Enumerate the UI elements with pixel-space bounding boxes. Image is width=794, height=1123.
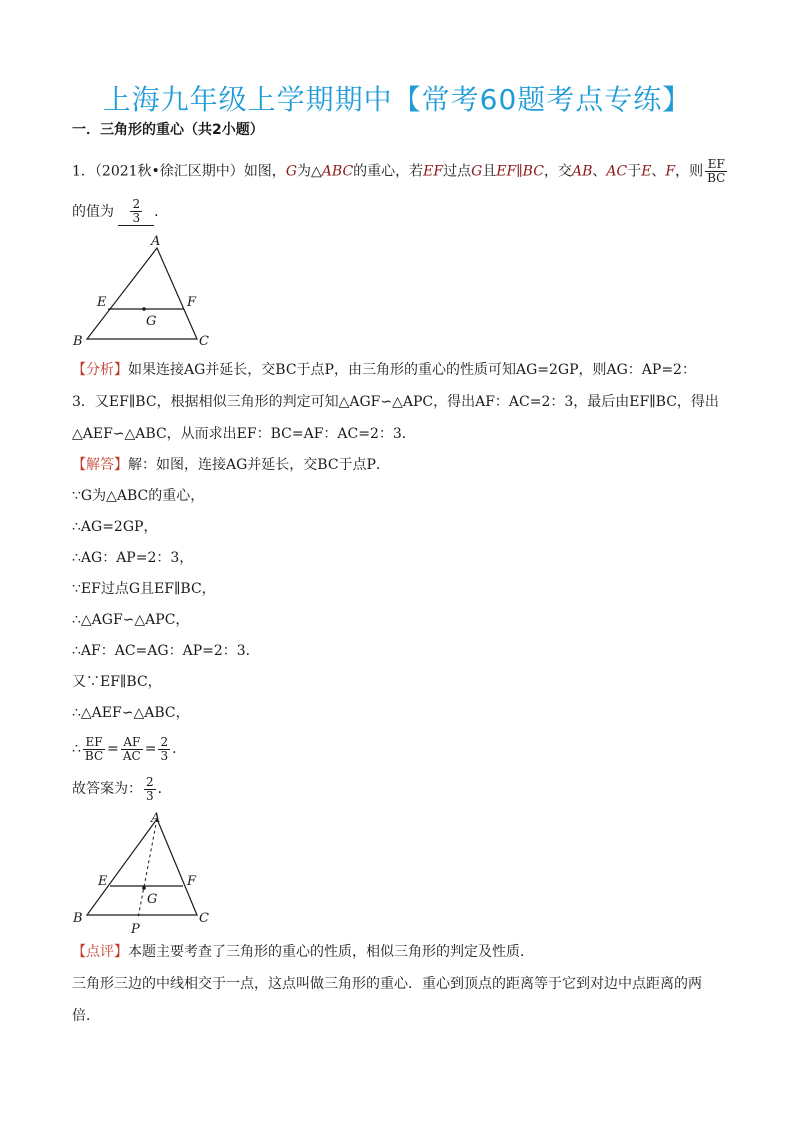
q-text: 的重心，若 <box>353 163 424 180</box>
solution-line-1: ∵G为△ABC的重心， <box>72 488 205 504</box>
therefore-symbol: ∴ <box>72 741 81 757</box>
comment-text: 本题主要考查了三角形的重心的性质，相似三角形的判定及性质． <box>128 944 534 960</box>
answer-prefix: 故答案为： <box>72 781 142 797</box>
question-source: （2021秋•徐汇区期中） <box>94 163 244 180</box>
q-var: G <box>285 163 297 180</box>
fraction-af-ac <box>121 736 143 763</box>
q-var: E <box>641 163 652 180</box>
label-e: E <box>98 874 108 889</box>
solution-text: 解：如图，连接AG并延长，交BC于点P． <box>128 457 390 473</box>
label-c: C <box>199 334 209 349</box>
fraction-ef-bc <box>83 736 105 763</box>
answer-fraction <box>144 776 156 803</box>
comment-line-2: 三角形三边的中线相交于一点，这点叫做三角形的重心．重心到顶点的距离等于它到对边中点距离的两 <box>72 976 702 992</box>
analysis-line-1 <box>72 360 732 380</box>
frac-num: AF <box>121 736 143 750</box>
frac-den: AC <box>122 748 141 763</box>
label-f: F <box>187 874 197 889</box>
analysis-line-3: △AEF∽△ABC，从而求出EF：BC=AF：AC=2：3． <box>72 426 416 442</box>
triangle-figure-1 <box>70 230 220 350</box>
q-text: 如图， <box>243 163 286 180</box>
question-1-line2 <box>72 198 732 226</box>
answer-fraction <box>130 198 142 225</box>
q-text: 为△ <box>297 163 322 180</box>
q-var: EF∥BC <box>496 163 544 180</box>
q-text: 于 <box>627 163 642 180</box>
label-b: B <box>73 334 83 349</box>
frac-num: 2 <box>160 734 169 749</box>
solution-line-7: 又∵EF∥BC， <box>72 674 162 690</box>
frac-den: 3 <box>146 788 154 803</box>
page-title: 上海九年级上学期期中【常考60题考点专练】 <box>102 83 692 116</box>
label-a: A <box>151 811 161 826</box>
solution-line-4: ∵EF过点G且EF∥BC， <box>72 581 216 597</box>
frac-den: BC <box>84 748 104 763</box>
comment-line-3: 倍． <box>72 1008 100 1024</box>
triangle-figure-2 <box>70 810 220 938</box>
solution-line-3: ∴AG：AP=2：3， <box>72 550 194 566</box>
q-var: F <box>665 163 676 180</box>
label-g: G <box>147 892 158 907</box>
label-b: B <box>73 911 83 926</box>
section-heading: 一．三角形的重心（共2小题） <box>72 122 264 138</box>
q-var: AB <box>571 163 593 180</box>
frac-num: EF <box>83 736 105 750</box>
label-e: E <box>97 295 107 310</box>
label-g: G <box>146 314 157 329</box>
q-text: 且 <box>482 163 497 180</box>
analysis-text: 如果连接AG并延长，交BC于点P，由三角形的重心的性质可知AG=2GP，则AG：AP=2： <box>128 362 696 378</box>
fraction-ef-bc <box>705 158 727 185</box>
q-text: ． <box>154 204 169 220</box>
q-text: ，交 <box>543 163 572 180</box>
frac-den: 3 <box>132 211 141 225</box>
analysis-line-2: 3．又EF∥BC，根据相似三角形的判定可知△AGF∽△APC，得出AF：AC=2：3，最后由EF∥BC，得出 <box>72 394 719 410</box>
period: ． <box>172 741 187 757</box>
label-a: A <box>151 234 161 249</box>
label-c: C <box>199 911 209 926</box>
point-g <box>142 886 146 890</box>
equals: = <box>144 741 157 757</box>
label-f: F <box>187 295 197 310</box>
triangle-abc <box>87 819 197 915</box>
point-g <box>142 307 146 311</box>
q-var: EF <box>423 163 444 180</box>
final-answer-line <box>72 772 732 806</box>
solution-line-5: ∴△AGF∽△APC， <box>72 612 190 628</box>
solution-tag: 【解答】 <box>72 457 128 473</box>
q-text: 、 <box>651 163 666 180</box>
frac-num: EF <box>705 158 727 172</box>
q-var: G <box>471 163 483 180</box>
frac-den: 3 <box>160 748 169 763</box>
period: ． <box>157 781 172 797</box>
q-text: ，则 <box>675 163 704 180</box>
question-1 <box>72 158 732 185</box>
comment-tag: 【点评】 <box>72 944 128 960</box>
label-p: P <box>131 922 140 937</box>
triangle-abc <box>87 248 197 339</box>
frac-den: BC <box>707 171 726 185</box>
q-var: ABC <box>321 163 354 180</box>
q-var: AC <box>606 163 628 180</box>
solution-line-8: ∴△AEF∽△ABC， <box>72 705 190 721</box>
fraction-2-3 <box>158 736 170 763</box>
question-number: 1． <box>72 163 95 180</box>
frac-num: 2 <box>132 197 141 211</box>
solution-line-6: ∴AF：AC=AG：AP=2：3． <box>72 643 260 659</box>
solution-line-0 <box>72 455 732 475</box>
solution-line-9 <box>72 732 732 766</box>
answer-blank <box>118 198 154 226</box>
q-text: 过点 <box>443 163 472 180</box>
q-text: 的值为 <box>72 204 114 220</box>
q-text: 、 <box>592 163 607 180</box>
analysis-tag: 【分析】 <box>72 362 128 378</box>
frac-num: 2 <box>146 774 154 789</box>
comment-line-1 <box>72 942 732 962</box>
equals: = <box>107 741 119 757</box>
solution-line-2: ∴AG=2GP， <box>72 519 158 535</box>
